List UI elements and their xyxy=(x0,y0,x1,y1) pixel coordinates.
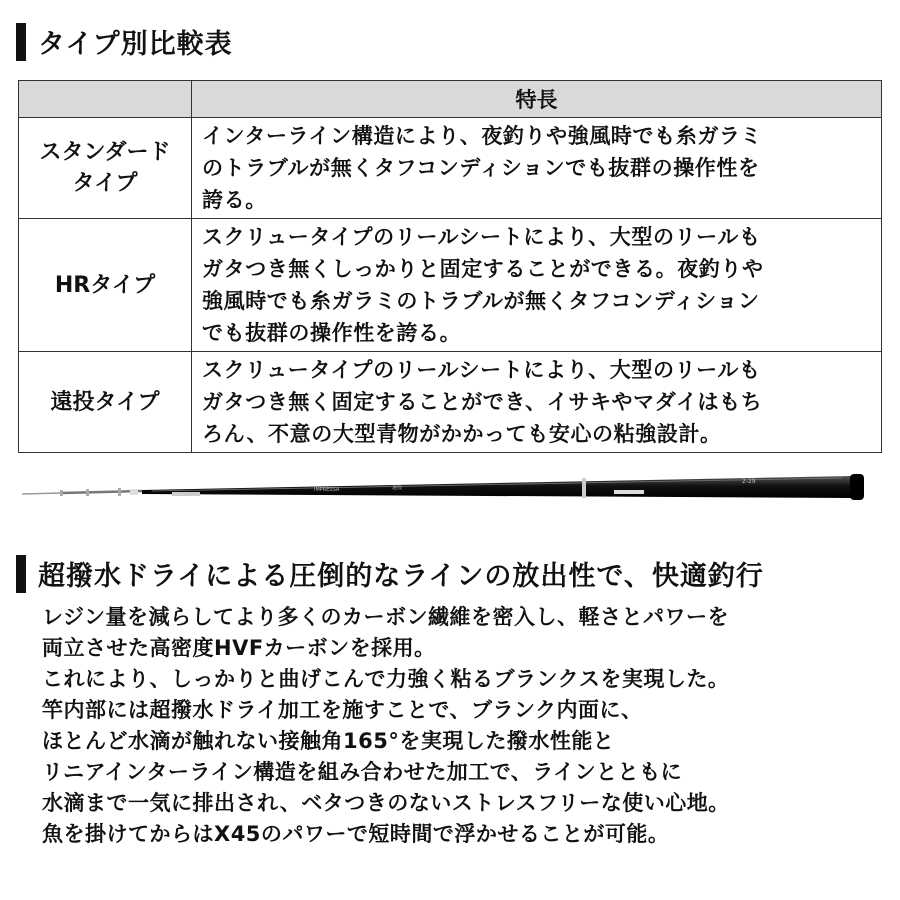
description-line: のトラブルが無くタフコンディションでも抜群の操作性を xyxy=(202,156,760,180)
table-header-blank xyxy=(19,81,192,118)
heading-bar xyxy=(16,23,26,61)
section-title: 超撥水ドライによる圧倒的なラインの放出性で、快適釣行 xyxy=(38,561,764,592)
type-label: 遠投タイプ xyxy=(50,389,160,415)
body-line: 竿内部には超撥水ドライ加工を施すことで、ブランク内面に、 xyxy=(42,698,643,722)
rod-spec-label: 遠投 xyxy=(392,485,403,491)
table-header-features: 特長 xyxy=(192,81,882,118)
description-line: でも抜群の操作性を誇る。 xyxy=(202,321,462,345)
body-line: レジン量を減らしてより多くのカーボン繊維を密入し、軽さとパワーを xyxy=(42,605,729,629)
description-cell xyxy=(192,219,882,352)
table-row xyxy=(19,118,882,219)
rod-size-label: 2-29 xyxy=(742,478,756,485)
table-header-row xyxy=(19,81,882,118)
description-line: 誇る。 xyxy=(202,188,267,212)
body-line: 両立させた高密度HVFカーボンを採用。 xyxy=(42,636,436,660)
section-title: タイプ別比較表 xyxy=(38,29,233,60)
section-heading-feature xyxy=(16,554,764,593)
description-line: スクリュータイプのリールシートにより、大型のリールも xyxy=(202,225,761,249)
body-line: これにより、しっかりと曲げこんで力強く粘るブランクスを実現した。 xyxy=(42,667,730,691)
table-row xyxy=(19,219,882,352)
heading-bar xyxy=(16,555,26,593)
description-cell xyxy=(192,118,882,219)
description-line: ガタつき無くしっかりと固定することができる。夜釣りや xyxy=(202,257,764,281)
type-cell xyxy=(19,118,192,219)
description-line: インターライン構造により、夜釣りや強風時でも糸ガラミ xyxy=(202,124,763,148)
feature-description xyxy=(42,602,872,850)
body-line: 水滴まで一気に排出され、ベタつきのないストレスフリーな使い心地。 xyxy=(42,791,730,815)
type-cell xyxy=(19,219,192,352)
type-label: HRタイプ xyxy=(54,272,156,298)
description-line: ろん、不意の大型青物がかかっても安心の粘強設計。 xyxy=(202,422,722,446)
description-line: 強風時でも糸ガラミのトラブルが無くタフコンディション xyxy=(202,289,760,313)
section-heading-comparison xyxy=(16,22,233,61)
type-cell xyxy=(19,352,192,453)
fishing-rod-image xyxy=(22,466,864,510)
description-line: ガタつき無く固定することができ、イサキやマダイはもち xyxy=(202,390,763,414)
body-line: ほとんど水滴が触れない接触角165°を実現した撥水性能と xyxy=(42,729,615,753)
type-label: タイプ xyxy=(72,171,138,196)
body-line: リニアインターライン構造を組み合わせた加工で、ラインとともに xyxy=(42,760,683,784)
comparison-table xyxy=(18,80,882,453)
type-label: スタンダード xyxy=(39,140,171,165)
table-row xyxy=(19,352,882,453)
description-cell xyxy=(192,352,882,453)
description-line: スクリュータイプのリールシートにより、大型のリールも xyxy=(202,358,761,382)
rod-brand-label: IMPRESSA xyxy=(314,487,340,493)
body-line: 魚を掛けてからはX45のパワーで短時間で浮かせることが可能。 xyxy=(42,822,670,846)
